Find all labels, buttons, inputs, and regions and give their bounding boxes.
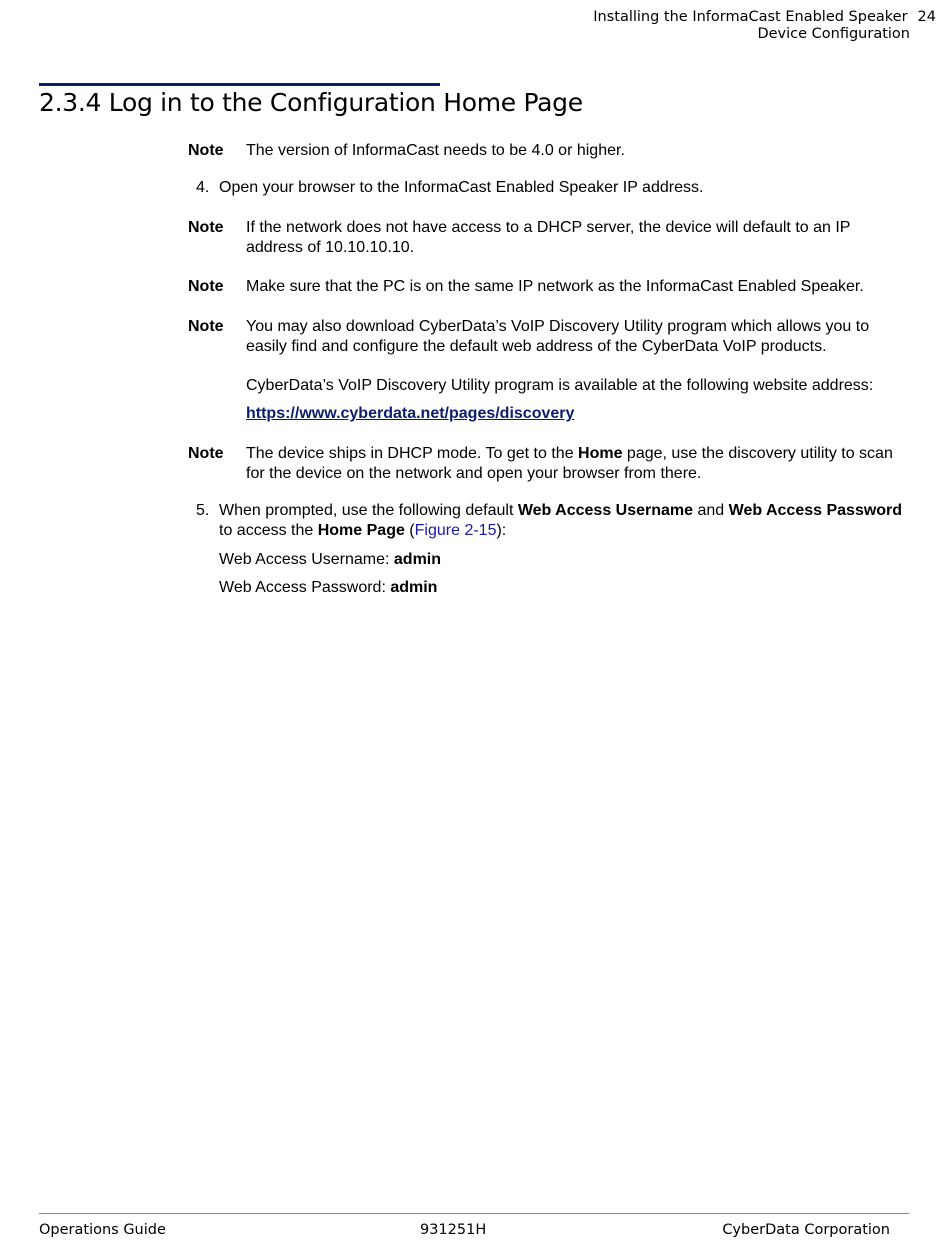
username-label: Web Access Username: <box>219 551 394 568</box>
note-label: Note <box>188 318 224 335</box>
note-text: If the network does not have access to a DHCP server, the device will default to an IP address of 10.10.10.10. <box>246 219 851 256</box>
password-line <box>219 578 908 598</box>
footer-rule <box>39 1213 909 1214</box>
text-run: The device ships in DHCP mode. To get to the <box>246 445 579 462</box>
note-text: Make sure that the PC is on the same IP network as the InformaCast Enabled Speaker. <box>246 278 864 295</box>
footer-company: CyberData Corporation <box>722 1222 890 1238</box>
step-text <box>219 501 908 541</box>
text-run: When prompted, use the following default <box>219 502 518 519</box>
note-same-network <box>188 277 908 297</box>
text-run: ( <box>404 522 415 539</box>
section-name: Device Configuration <box>757 26 910 42</box>
discovery-link[interactable]: https://www.cyberdata.net/pages/discovery <box>246 405 575 422</box>
username-value: admin <box>393 551 442 568</box>
note-text <box>246 444 908 484</box>
home-page-term: Home Page <box>317 522 405 539</box>
username-line <box>219 550 908 570</box>
note-label: Note <box>188 278 224 295</box>
note-discovery <box>188 317 908 424</box>
step-5 <box>188 501 908 598</box>
footer-doc-number: 931251H <box>420 1222 487 1238</box>
password-value: admin <box>390 579 438 596</box>
chapter-title: Installing the InformaCast Enabled Speaker <box>593 9 908 25</box>
step-4 <box>188 178 908 198</box>
title-rule <box>39 83 440 86</box>
footer-doc-title: Operations Guide <box>39 1222 166 1238</box>
text-run: and <box>693 502 729 519</box>
note-label: Note <box>188 219 224 236</box>
page-number: 24 <box>917 9 936 25</box>
note-dhcp-mode <box>188 444 908 484</box>
figure-reference-link[interactable]: Figure 2-15 <box>414 522 497 539</box>
home-bold: Home <box>578 445 623 462</box>
section-title: 2.3.4 Log in to the Configuration Home Page <box>39 88 583 117</box>
note-version <box>188 141 908 161</box>
text-run: ): <box>496 522 507 539</box>
step-number: 5. <box>196 502 210 519</box>
note-label: Note <box>188 445 224 462</box>
username-term: Web Access Username <box>517 502 694 519</box>
password-label: Web Access Password: <box>219 579 391 596</box>
note-label: Note <box>188 142 224 159</box>
password-term: Web Access Password <box>728 502 903 519</box>
running-header <box>593 9 936 43</box>
step-text: Open your browser to the InformaCast Enabled Speaker IP address. <box>219 179 704 196</box>
text-run: to access the <box>219 522 318 539</box>
step-number: 4. <box>196 179 210 196</box>
text-run: page, use the discovery utility to scan for the device on the network and open your browser from there. <box>246 445 893 482</box>
note-text: You may also download CyberData’s VoIP Discovery Utility program which allows you to easily find and configure the default web address of the CyberData VoIP products. <box>246 318 870 355</box>
note-dhcp <box>188 218 908 258</box>
note-text: The version of InformaCast needs to be 4.0 or higher. <box>246 142 625 159</box>
note-text: CyberData’s VoIP Discovery Utility program is available at the following website address: <box>246 377 874 394</box>
